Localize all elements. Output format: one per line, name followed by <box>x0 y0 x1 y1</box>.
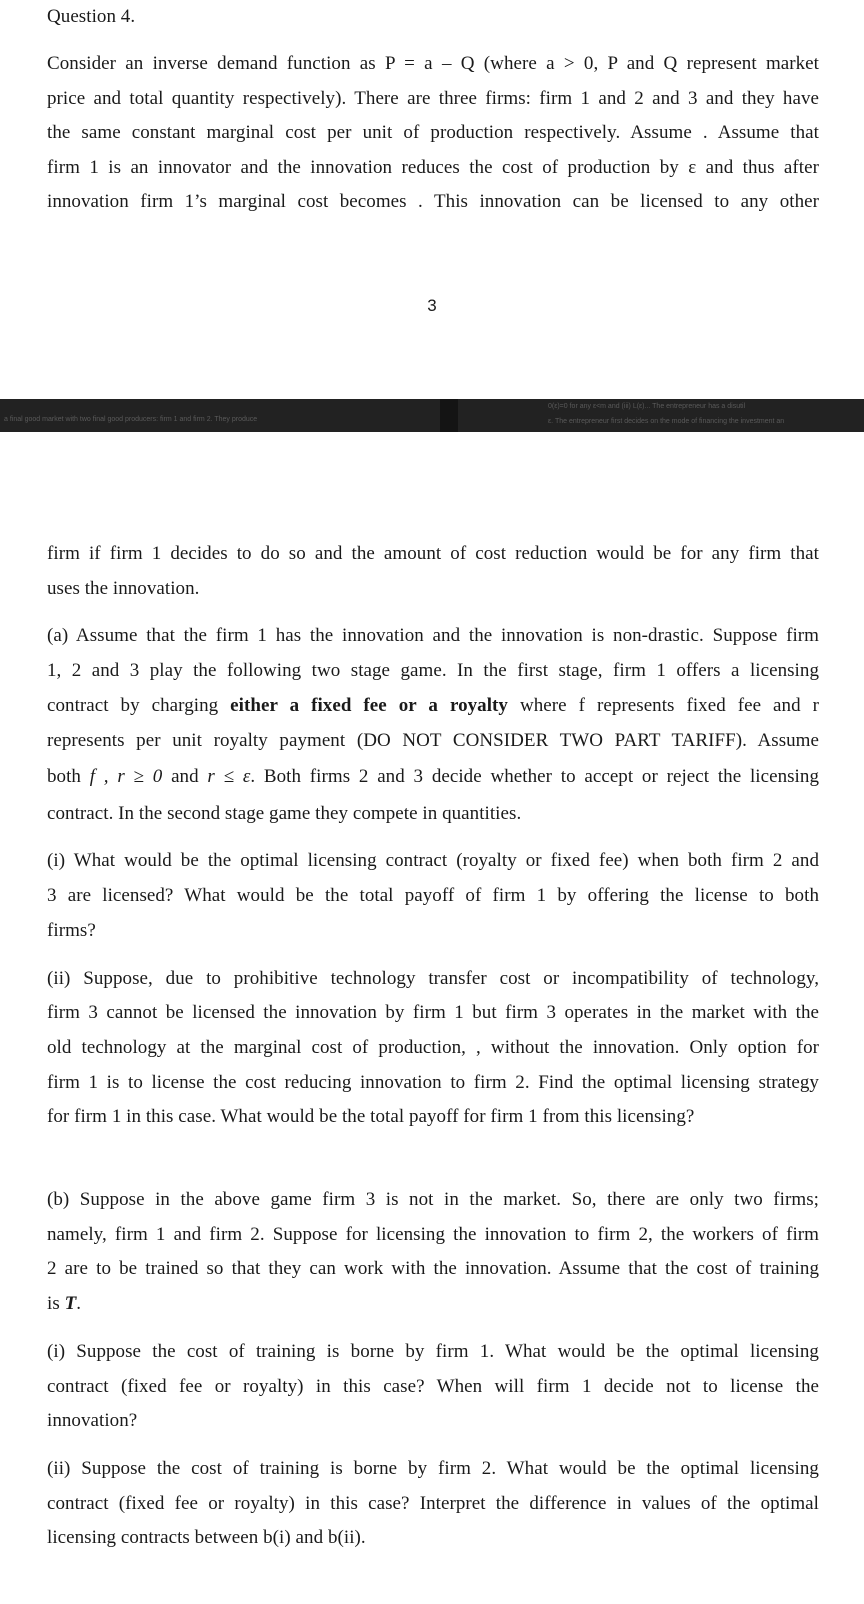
text-line: contract. In the second stage game they compete in quantities. <box>47 803 522 824</box>
text-line: firm 3 cannot be licensed the innovation by firm 1 but firm 3 operates in the market with the <box>47 1002 819 1023</box>
text-line: innovation firm 1’s marginal cost becomes . This innovation can be licensed to any other <box>47 191 819 212</box>
text-line: licensing contracts between b(i) and b(ii). <box>47 1527 366 1548</box>
scan-strip-right-text: ε. The entrepreneur first decides on the mode of financing the investment an <box>548 418 785 425</box>
text-line <box>47 694 819 718</box>
scan-strip-left-text: a final good market with two final good producers: firm 1 and firm 2. They produce <box>4 416 258 423</box>
training-cost-variable: T <box>64 1293 77 1314</box>
text-line: price and total quantity respectively). There are three firms: firm 1 and 2 and 3 and they have <box>47 88 819 109</box>
text-line: (a) Assume that the firm 1 has the innovation and the innovation is non-drastic. Suppose firm <box>47 625 819 646</box>
text-line: 2 are to be trained so that they can work with the innovation. Assume that the cost of training <box>47 1258 819 1279</box>
text-line: firm if firm 1 decides to do so and the amount of cost reduction would be for any firm that <box>47 543 819 564</box>
text-line: contract (fixed fee or royalty) in this case? When will firm 1 decide not to license the <box>47 1376 819 1397</box>
math-expression: r ≤ ε <box>207 766 251 787</box>
text-line: old technology at the marginal cost of production, , without the innovation. Only option for <box>47 1037 819 1058</box>
text-segment: is <box>47 1293 65 1314</box>
text-line: (i) Suppose the cost of training is borne by firm 1. What would be the optimal licensing <box>47 1341 819 1362</box>
text-line: namely, firm 1 and firm 2. Suppose for licensing the innovation to firm 2, the workers of firm <box>47 1224 819 1245</box>
text-line <box>47 765 819 789</box>
text-line: firm 1 is an innovator and the innovation reduces the cost of production by ε and thus after <box>47 157 819 178</box>
text-line <box>47 1292 81 1316</box>
text-segment: where f represents fixed fee and r <box>508 695 819 716</box>
text-line: firm 1 is to license the cost reducing innovation to firm 2. Find the optimal licensing strategy <box>47 1072 819 1093</box>
text-segment: . <box>76 1293 82 1314</box>
page-number: 3 <box>427 296 437 315</box>
text-segment: contract by charging <box>47 695 231 716</box>
question-heading: Question 4. <box>47 6 136 27</box>
text-line: (b) Suppose in the above game firm 3 is not in the market. So, there are only two firms; <box>47 1189 819 1210</box>
text-line: Consider an inverse demand function as P = a – Q (where a > 0, P and Q represent market <box>47 53 819 74</box>
text-line: 1, 2 and 3 play the following two stage game. In the first stage, firm 1 offers a licensing <box>47 660 819 681</box>
text-line: (ii) Suppose, due to prohibitive technology transfer cost or incompatibility of technology, <box>47 968 819 989</box>
scan-strip-block <box>440 399 458 432</box>
bold-phrase: either a fixed fee or a royalty <box>230 695 508 716</box>
text-line: firms? <box>47 920 96 941</box>
text-line: innovation? <box>47 1410 138 1431</box>
text-line: (i) What would be the optimal licensing contract (royalty or fixed fee) when both firm 2 and <box>47 850 819 871</box>
text-line: the same constant marginal cost per unit of production respectively. Assume . Assume that <box>47 122 819 143</box>
text-segment: and <box>162 766 208 787</box>
scan-strip-right-text: 0(ε)=0 for any ε<m and (iii) L(ε)... The entrepreneur has a disutil <box>548 403 746 410</box>
scan-artifact-strip <box>0 399 864 432</box>
text-line: uses the innovation. <box>47 578 200 599</box>
math-expression: f , r ≥ 0 <box>89 766 163 787</box>
text-line: (ii) Suppose the cost of training is borne by firm 2. What would be the optimal licensing <box>47 1458 819 1479</box>
text-line: 3 are licensed? What would be the total payoff of firm 1 by offering the license to both <box>47 885 819 906</box>
text-segment: both <box>47 766 90 787</box>
text-line: contract (fixed fee or royalty) in this case? Interpret the difference in values of the optimal <box>47 1493 819 1514</box>
text-segment: . Both firms 2 and 3 decide whether to accept or reject the licensing <box>250 766 819 787</box>
text-line: for firm 1 in this case. What would be the total payoff for firm 1 from this licensing? <box>47 1106 695 1127</box>
text-line: represents per unit royalty payment (DO NOT CONSIDER TWO PART TARIFF). Assume <box>47 730 819 751</box>
